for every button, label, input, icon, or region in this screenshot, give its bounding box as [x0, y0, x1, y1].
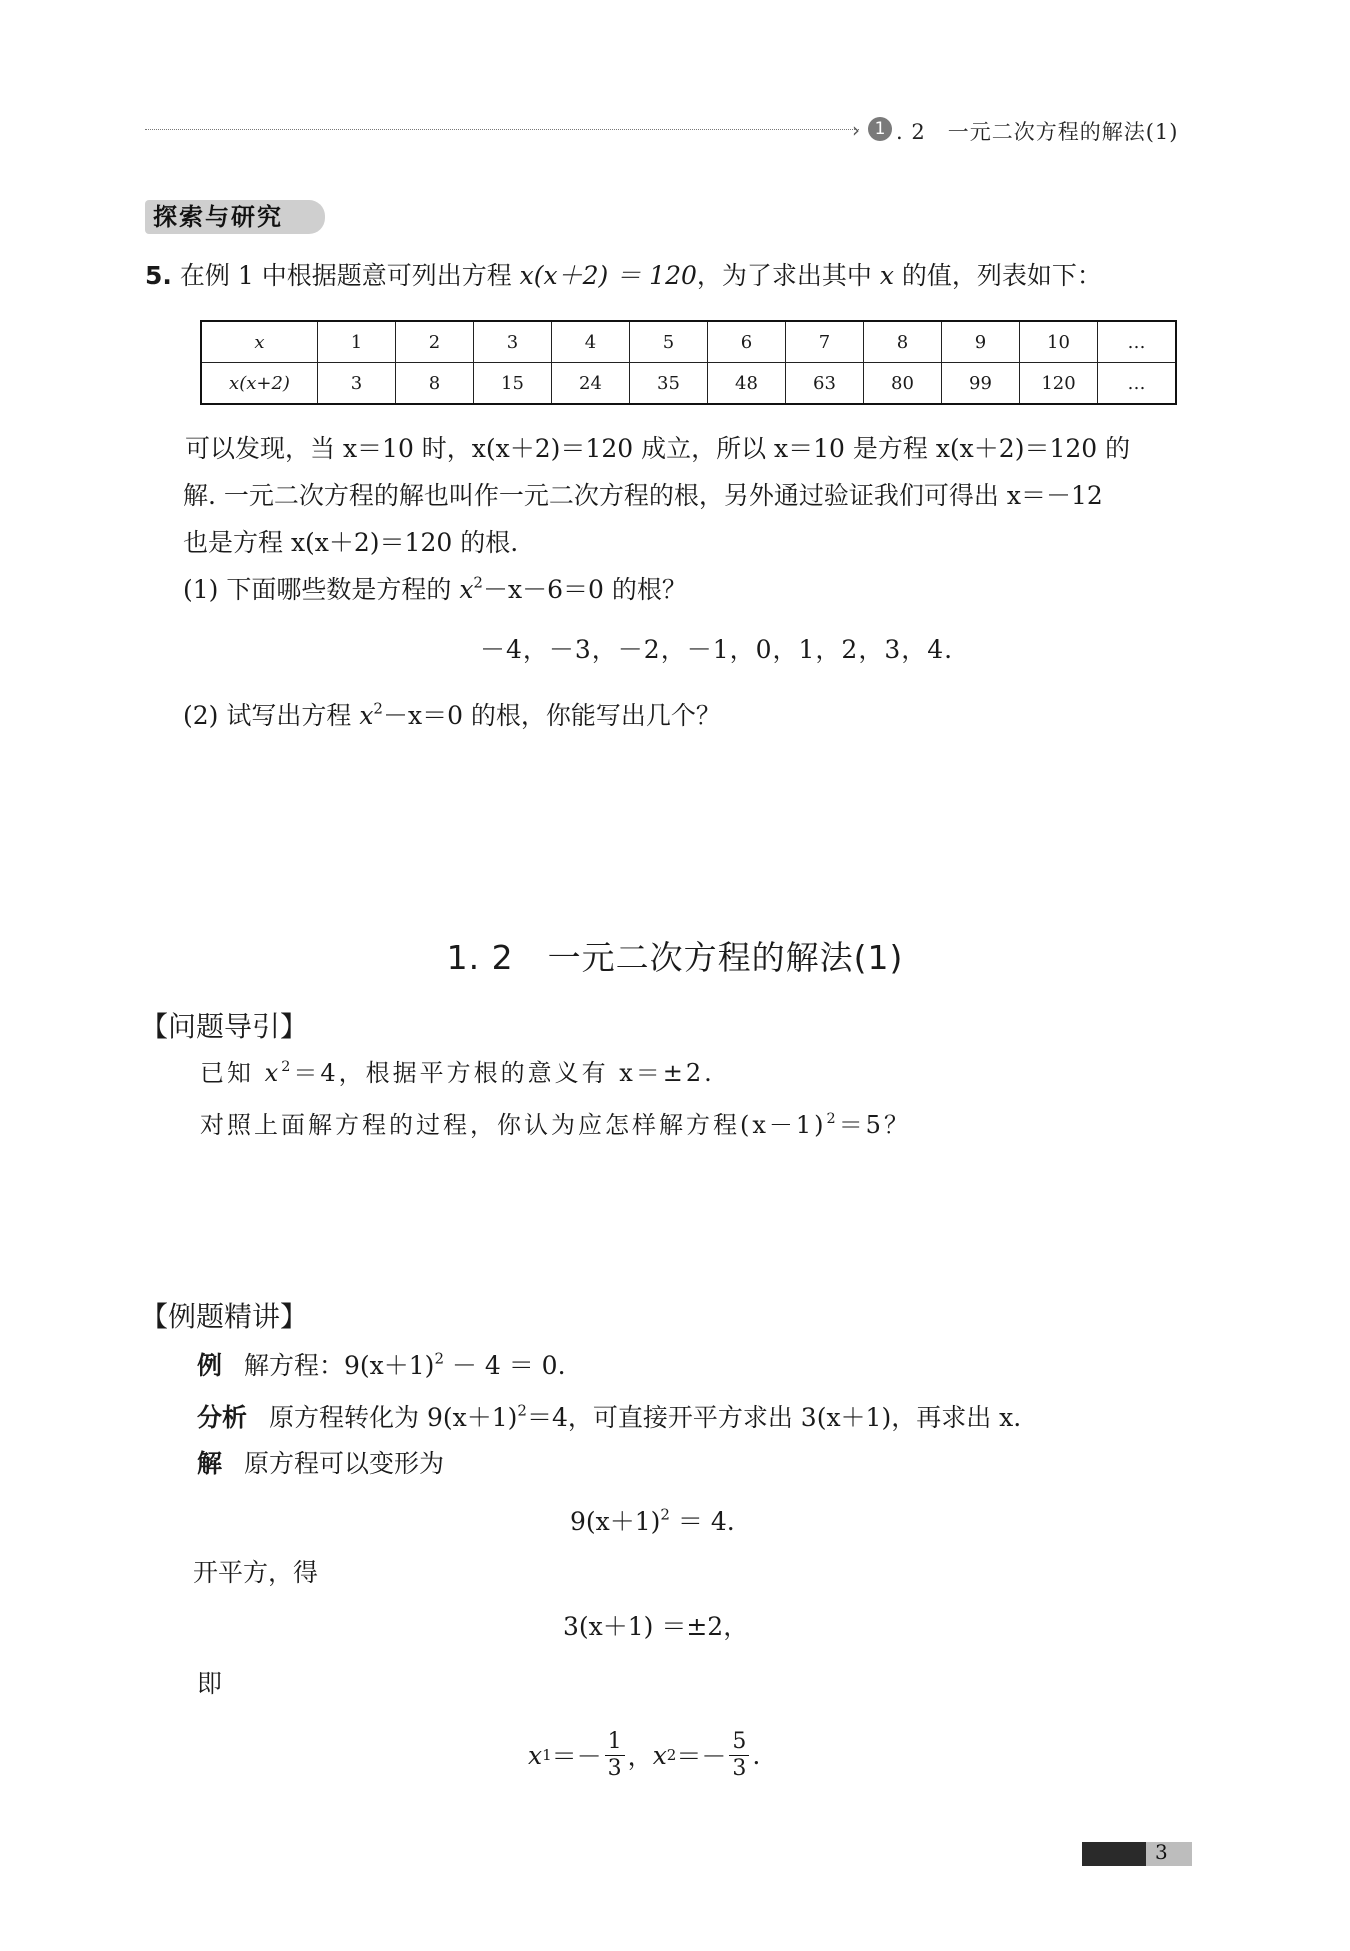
analysis-label: 分析 — [197, 1403, 248, 1432]
table-cell: … — [1098, 321, 1177, 363]
example-label: 例 — [197, 1351, 223, 1380]
table-cell: 63 — [786, 363, 864, 405]
explore-research-badge: 探索与研究 — [145, 200, 325, 234]
table-row — [201, 363, 1176, 405]
table-cell: … — [1098, 363, 1177, 405]
step-take-root: 开平方，得 — [193, 1558, 319, 1587]
table-header-cell: x(x+2) — [201, 363, 318, 405]
table-cell: 24 — [552, 363, 630, 405]
table-cell: 7 — [786, 321, 864, 363]
table-cell: 15 — [474, 363, 552, 405]
table-cell: 99 — [942, 363, 1020, 405]
table-cell: 6 — [708, 321, 786, 363]
table-header-cell: x — [201, 321, 318, 363]
guide-line-1: 已知 $x^2=4$，根据平方根的意义有 x＝±2. — [200, 1058, 715, 1087]
sub-question-1: (1) 下面哪些数是方程的 $x^2-x-6=0$ 的根？ — [183, 573, 687, 604]
table-cell: 2 — [396, 321, 474, 363]
page-number: 3 — [1155, 1840, 1168, 1864]
table-cell: 1 — [318, 321, 396, 363]
problem-guide-heading: 【问题导引】 — [140, 1010, 309, 1043]
question-number: 5. — [145, 261, 172, 290]
guide-line-2: 对照上面解方程的过程，你认为应怎样解方程$(x-1)^2=5$？ — [200, 1110, 911, 1139]
table-cell: 3 — [318, 363, 396, 405]
table-cell: 4 — [552, 321, 630, 363]
header-arrow-icon: › — [852, 118, 860, 142]
discussion-line-2: 解. 一元二次方程的解也叫作一元二次方程的根，另外通过验证我们可得出 x＝－12 — [183, 481, 1103, 510]
table-cell: 10 — [1020, 321, 1098, 363]
table-cell: 5 — [630, 321, 708, 363]
example-heading: 【例题精讲】 — [140, 1300, 309, 1333]
equation-2: 3(x＋1) ＝±2， — [563, 1612, 749, 1641]
discussion-line-1: 可以发现，当 x＝10 时，x(x＋2)＝120 成立，所以 x＝10 是方程 x(x＋2)＝120 的 — [185, 434, 1131, 463]
fraction-one-third: $\frac{1}{3}$ — [605, 1729, 625, 1782]
sub-question-2: (2) 试写出方程 $x^2-x=0$ 的根，你能写出几个？ — [183, 699, 721, 730]
solution-line: 解 原方程可以变形为 — [197, 1449, 445, 1478]
step-therefore: 即 — [197, 1669, 223, 1698]
table-cell: 3 — [474, 321, 552, 363]
header-dotted-line — [145, 129, 859, 130]
section-number-circle: 1 — [868, 117, 892, 141]
table-cell: 35 — [630, 363, 708, 405]
page-number-tab — [1082, 1842, 1192, 1866]
candidate-numbers: －4，－3，－2，－1，0，1，2，3，4. — [480, 635, 954, 664]
equation-1: $9(x+1)^2 = 4$. — [570, 1505, 735, 1536]
question-5: 5. 在例 1 中根据题意可列出方程 x(x＋2) ＝ 120，为了求出其中 x 的值，列表如下： — [145, 261, 1102, 290]
discussion-line-3: 也是方程 x(x＋2)＝120 的根. — [183, 528, 519, 557]
table-cell: 8 — [864, 321, 942, 363]
table-cell: 9 — [942, 321, 1020, 363]
table-cell: 80 — [864, 363, 942, 405]
solution-label: 解 — [197, 1449, 223, 1478]
value-table — [200, 320, 1177, 405]
fraction-five-thirds: $\frac{5}{3}$ — [729, 1729, 749, 1782]
table-cell: 8 — [396, 363, 474, 405]
running-header-title: . 2 一元二次方程的解法(1) — [896, 120, 1179, 144]
table-cell: 48 — [708, 363, 786, 405]
equation: x(x＋2) ＝ 120 — [519, 261, 697, 290]
table-cell: 120 — [1020, 363, 1098, 405]
example-statement: 例 解方程：$9(x+1)^2 - 4 = 0$. — [197, 1349, 566, 1380]
analysis-line: 分析 原方程转化为 $9(x+1)^2=4$，可直接开平方求出 3(x＋1)，再求出 x. — [197, 1401, 1022, 1432]
table-row — [201, 321, 1176, 363]
section-title: 1. 2 一元二次方程的解法(1) — [446, 938, 904, 977]
final-solution: x 1 ＝－ $\frac{1}{3}$ ， x 2 ＝－ $\frac{5}{3}$ . — [528, 1728, 761, 1781]
